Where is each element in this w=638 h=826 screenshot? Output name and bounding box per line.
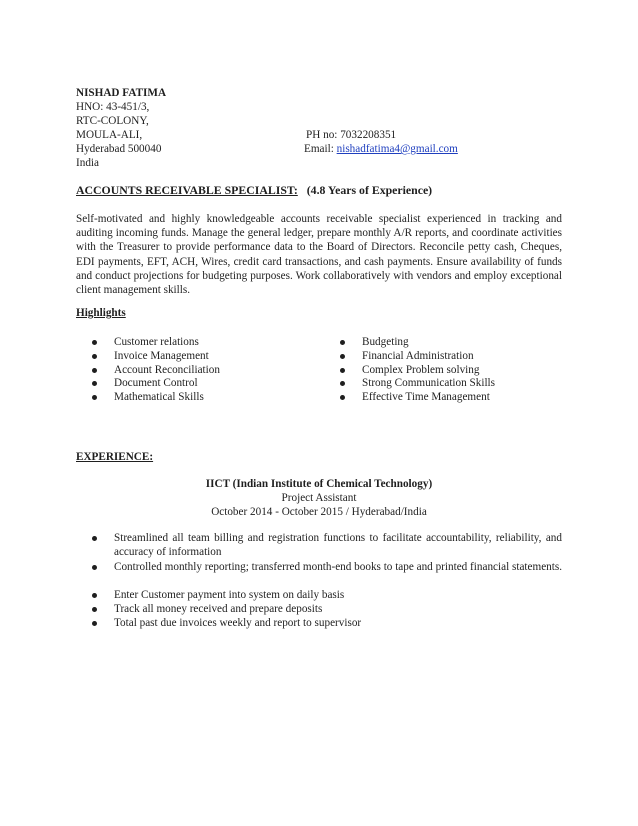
address-line: RTC-COLONY,	[76, 115, 149, 127]
address-line: Hyderabad 500040	[76, 143, 162, 155]
bullet-icon	[340, 368, 345, 373]
experience-years: (4.8 Years of Experience)	[306, 183, 433, 197]
bullet-icon	[92, 621, 97, 626]
bullet-icon	[340, 381, 345, 386]
bullet-icon	[92, 607, 97, 612]
highlights-heading: Highlights	[76, 307, 126, 319]
address-line: HNO: 43-451/3,	[76, 101, 150, 113]
list-item: Streamlined all team billing and registration functions to facilitate accountability, reliability, and accuracy of information	[114, 532, 562, 559]
bullet-icon	[92, 565, 97, 570]
bullet-icon	[92, 354, 97, 359]
bullet-icon	[92, 381, 97, 386]
candidate-name: NISHAD FATIMA	[76, 87, 167, 99]
email-row	[304, 142, 458, 156]
employment-period: October 2014 - October 2015 / Hyderabad/India	[211, 506, 427, 518]
list-item: Enter Customer payment into system on daily basis	[114, 589, 345, 601]
list-item: Controlled monthly reporting; transferred month-end books to tape and printed financial statements.	[114, 561, 563, 573]
bullet-icon	[92, 395, 97, 400]
bullet-icon	[92, 593, 97, 598]
job-title-row	[76, 183, 432, 197]
list-item: Total past due invoices weekly and report to supervisor	[114, 617, 362, 629]
job-title: ACCOUNTS RECEIVABLE SPECIALIST:	[76, 183, 298, 197]
email-label: Email:	[304, 143, 334, 155]
bullet-icon	[340, 340, 345, 345]
email-link[interactable]: nishadfatima4@gmail.com	[336, 143, 458, 155]
bullet-icon	[340, 395, 345, 400]
summary-paragraph: Self-motivated and highly knowledgeable accounts receivable specialist experienced in tracking and auditing incoming funds. Manage the general ledger, prepare monthly A/R reports, and coordinate activities with the Treasurer to provide performance data to the Board of Directors. Reconcile petty cash, Cheques, EDI payments, EFT, ACH, Wires, credit card transactions, and cash payments. Ensure availability of funds and conduct projections for budgeting purposes. Work collaboratively with vendors and employ exceptional client management skills.	[76, 213, 562, 297]
job-role: Project Assistant	[281, 492, 357, 504]
bullet-icon	[92, 536, 97, 541]
address-line: MOULA-ALI,	[76, 129, 143, 141]
bullet-icon	[340, 354, 345, 359]
address-line: India	[76, 157, 99, 169]
experience-heading: EXPERIENCE:	[76, 451, 154, 463]
list-item: Track all money received and prepare deposits	[114, 603, 323, 615]
bullet-icon	[92, 368, 97, 373]
company-name: IICT (Indian Institute of Chemical Technology)	[205, 478, 433, 490]
phone-number: PH no: 7032208351	[306, 129, 397, 141]
bullet-icon	[92, 340, 97, 345]
